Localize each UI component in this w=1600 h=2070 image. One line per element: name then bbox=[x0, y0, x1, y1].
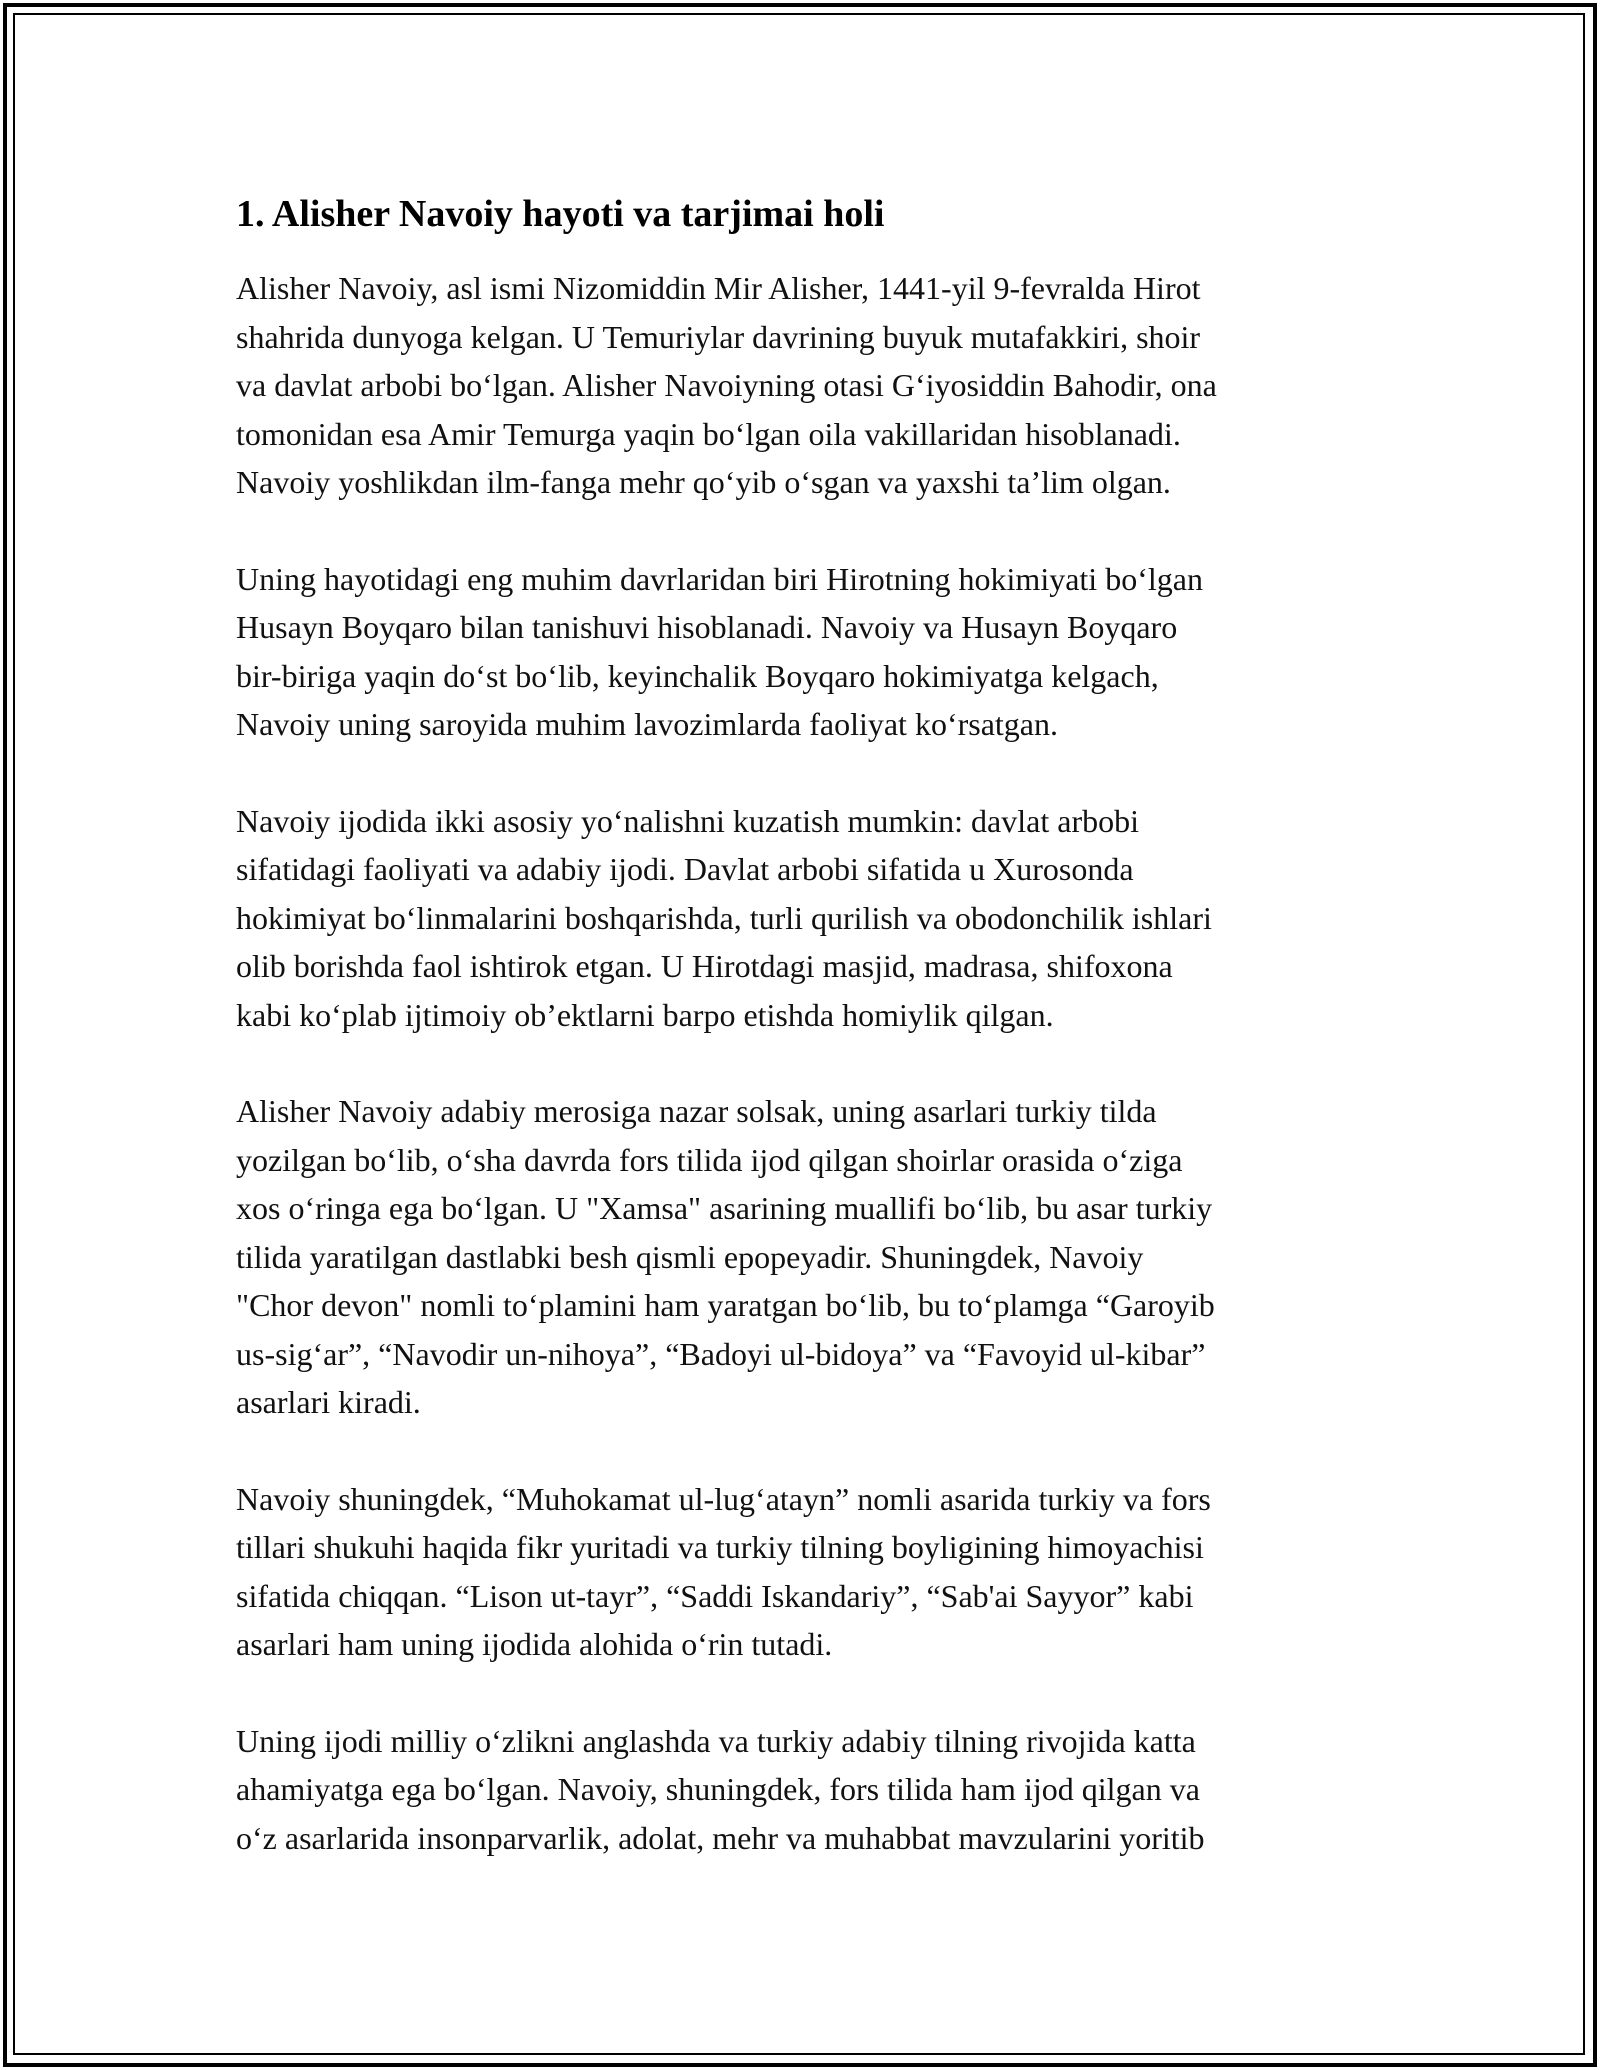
text-line: Navoiy yoshlikdan ilm-fanga mehr qo‘yib o‘sgan va yaxshi ta’lim olgan. bbox=[236, 464, 1171, 500]
text-line: va davlat arbobi bo‘lgan. Alisher Navoiyning otasi G‘iyosiddin Bahodir, ona bbox=[236, 367, 1217, 403]
text-line: "Chor devon" nomli to‘plamini ham yaratgan bo‘lib, bu to‘plamga “Garoyib bbox=[236, 1287, 1215, 1323]
body-paragraph bbox=[236, 1475, 1376, 1669]
text-line: yozilgan bo‘lib, o‘sha davrda fors tilida ijod qilgan shoirlar orasida o‘ziga bbox=[236, 1141, 1183, 1178]
text-line: asarlari ham uning ijodida alohida o‘rin tutadi. bbox=[236, 1626, 833, 1662]
text-line: Navoiy uning saroyida muhim lavozimlarda faoliyat ko‘rsatgan. bbox=[236, 706, 1058, 742]
text-line: kabi ko‘plab ijtimoiy ob’ektlarni barpo etishda homiylik qilgan. bbox=[236, 996, 1054, 1033]
text-line: Alisher Navoiy adabiy merosiga nazar solsak, uning asarlari turkiy tilda bbox=[236, 1093, 1157, 1129]
paragraph-container bbox=[236, 264, 1376, 1862]
text-line: tomonidan esa Amir Temurga yaqin bo‘lgan oila vakillaridan hisoblanadi. bbox=[236, 415, 1181, 452]
section-heading: 1. Alisher Navoiy hayoti va tarjimai holi bbox=[236, 193, 885, 235]
text-line: tillari shukuhi haqida fikr yuritadi va turkiy tilning boyligining himoyachisi bbox=[236, 1529, 1204, 1565]
text-line: o‘z asarlarida insonparvarlik, adolat, mehr va muhabbat mavzularini yoritib bbox=[236, 1819, 1205, 1856]
text-line: ahamiyatga ega bo‘lgan. Navoiy, shuningdek, fors tilida ham ijod qilgan va bbox=[236, 1771, 1200, 1807]
text-line: bir-biriga yaqin do‘st bo‘lib, keyinchalik Boyqaro hokimiyatga kelgach, bbox=[236, 657, 1159, 694]
text-line: hokimiyat bo‘linmalarini boshqarishda, turli qurilish va obodonchilik ishlari bbox=[236, 899, 1212, 936]
body-paragraph bbox=[236, 555, 1376, 749]
text-line: sifatidagi faoliyati va adabiy ijodi. Davlat arbobi sifatida u Xurosonda bbox=[236, 851, 1134, 887]
text-line: Uning hayotidagi eng muhim davrlaridan biri Hirotning hokimiyati bo‘lgan bbox=[236, 560, 1203, 597]
text-line: tilida yaratilgan dastlabki besh qismli epopeyadir. Shuningdek, Navoiy bbox=[236, 1238, 1144, 1275]
text-line: Navoiy shuningdek, “Muhokamat ul-lug‘atayn” nomli asarida turkiy va fors bbox=[236, 1480, 1211, 1517]
text-line: shahrida dunyoga kelgan. U Temuriylar davrining buyuk mutafakkiri, shoir bbox=[236, 318, 1201, 355]
text-line: Navoiy ijodida ikki asosiy yo‘nalishni kuzatish mumkin: davlat arbobi bbox=[236, 802, 1139, 839]
text-line: olib borishda faol ishtirok etgan. U Hirotdagi masjid, madrasa, shifoxona bbox=[236, 948, 1173, 984]
body-paragraph bbox=[236, 797, 1376, 1040]
text-line: sifatida chiqqan. “Lison ut-tayr”, “Saddi Iskandariy”, “Sab'ai Sayyor” kabi bbox=[236, 1577, 1194, 1614]
body-paragraph bbox=[236, 1717, 1376, 1863]
text-line: Alisher Navoiy, asl ismi Nizomiddin Mir Alisher, 1441-yil 9-fevralda Hirot bbox=[236, 270, 1201, 306]
text-line: us-sig‘ar”, “Navodir un-nihoya”, “Badoyi ul-bidoya” va “Favoyid ul-kibar” bbox=[236, 1335, 1206, 1372]
text-line: asarlari kiradi. bbox=[236, 1384, 421, 1420]
text-line: xos o‘ringa ega bo‘lgan. U "Xamsa" asarining muallifi bo‘lib, bu asar turkiy bbox=[236, 1190, 1213, 1226]
body-paragraph bbox=[236, 264, 1376, 507]
text-line: Husayn Boyqaro bilan tanishuvi hisoblanadi. Navoiy va Husayn Boyqaro bbox=[236, 609, 1178, 645]
body-paragraph bbox=[236, 1087, 1376, 1427]
document-body bbox=[236, 188, 1376, 1910]
text-line: Uning ijodi milliy o‘zlikni anglashda va turkiy adabiy tilning rivojida katta bbox=[236, 1722, 1196, 1759]
